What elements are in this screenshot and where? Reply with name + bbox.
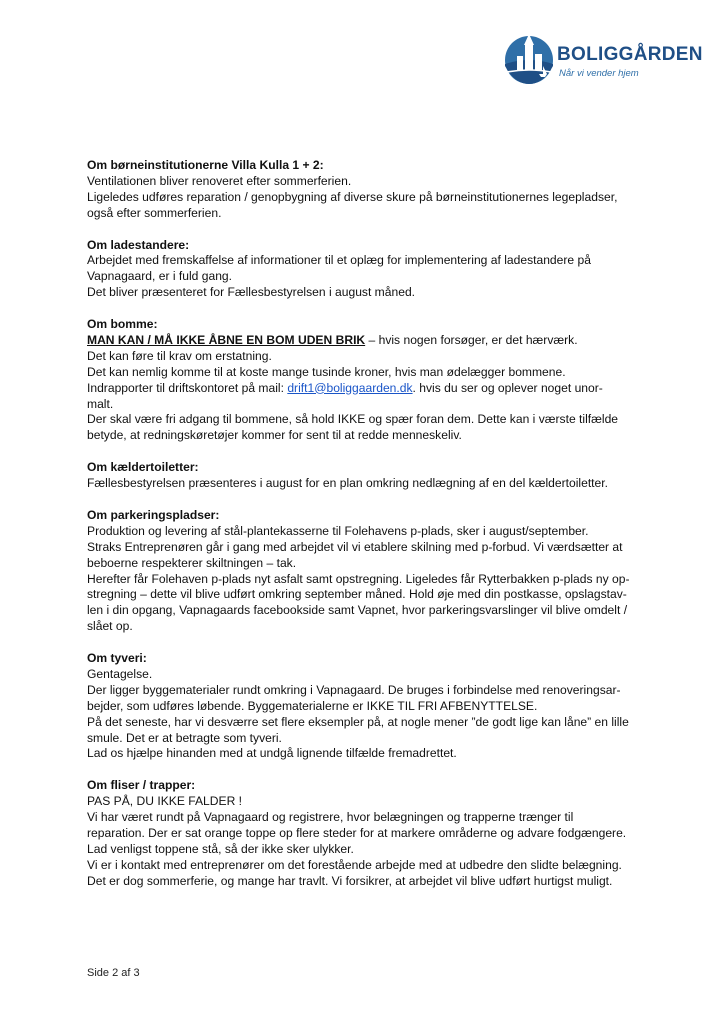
paragraph-line: På det seneste, har vi desværre set flere eksempler på, at nogle mener ”de godt lige kan låne” en lille: [87, 714, 629, 729]
logo-tagline: Når vi vender hjem: [559, 68, 639, 79]
paragraph-line: betyde, at redningskøretøjer kommer for sent til at redde menneskeliv.: [87, 428, 462, 443]
paragraph-line: beboerne respekterer skiltningen – tak.: [87, 555, 297, 570]
paragraph-line: Ventilationen bliver renoveret efter sommerferien.: [87, 173, 352, 188]
section-heading: Om bomme:: [87, 317, 158, 332]
paragraph-line: reparation. Der er sat orange toppe op flere steder for at markere områderne og advare fodgængere.: [87, 825, 627, 840]
paragraph-line: også efter sommerferien.: [87, 205, 222, 220]
paragraph-line: Det kan føre til krav om erstatning.: [87, 348, 272, 363]
page-number: Side 2 af 3: [87, 967, 140, 979]
report-prefix: Indrapporter til driftskontoret på mail:: [87, 380, 288, 395]
paragraph-line: Fællesbestyrelsen præsenteres i august for en plan omkring nedlægning af en del kældertoiletter.: [87, 476, 608, 491]
document-body: [87, 158, 647, 905]
section-ladestandere: [87, 238, 647, 302]
section-heading: Om tyveri:: [87, 651, 147, 666]
report-suffix: . hvis du ser og oplever noget unor-: [412, 380, 603, 395]
paragraph-line: Gentagelse.: [87, 666, 153, 681]
paragraph-line: slået op.: [87, 619, 133, 634]
paragraph-line: Straks Entreprenøren går i gang med arbejdet vil vi etablere skilning med p-forbud. Vi værdsætter at: [87, 539, 623, 554]
section-heading: Om fliser / trapper:: [87, 778, 196, 793]
logo-emblem-icon: [503, 30, 555, 90]
paragraph-line: PAS PÅ, DU IKKE FALDER !: [87, 794, 243, 809]
warning-text: MAN KAN / MÅ IKKE ÅBNE EN BOM UDEN BRIK: [87, 332, 366, 347]
report-line: [87, 381, 647, 397]
paragraph-line: Der skal være fri adgang til bommene, så hold IKKE og spær foran dem. Dette kan i værste tilfælde: [87, 412, 619, 427]
paragraph-line: Herefter får Folehaven p-plads nyt asfalt samt opstregning. Ligeledes får Rytterbakken p-plads ny op-: [87, 571, 630, 586]
paragraph-line: Det er dog sommerferie, og mange har travlt. Vi forsikrer, at arbejdet vil blive udført hurtigst muligt.: [87, 873, 613, 888]
section-tyveri: [87, 651, 647, 762]
section-heading: Om kældertoiletter:: [87, 460, 199, 475]
section-fliser-trapper: [87, 778, 647, 889]
section-heading: Om børneinstitutionerne Villa Kulla 1 + 2:: [87, 158, 324, 172]
warning-line: [87, 333, 647, 349]
paragraph-line: Vi er i kontakt med entreprenører om det forestående arbejde med at udbedre den slidte belægning.: [87, 857, 622, 872]
paragraph-line: len i din opgang, Vapnagaards facebookside samt Vapnet, hvor parkeringsvarslinger vil blive omdelt /: [87, 603, 628, 618]
section-heading: Om parkeringspladser:: [87, 507, 220, 522]
paragraph-line: Lad venligst toppene stå, så der ikke sker ulykker.: [87, 841, 354, 856]
boliggaarden-logo: [503, 30, 703, 90]
section-kaeldertoiletter: [87, 460, 647, 492]
paragraph-line: Arbejdet med fremskaffelse af informationer til et oplæg for implementering af ladestandere på: [87, 253, 591, 268]
paragraph-line: Der ligger byggematerialer rundt omkring i Vapnagaard. De bruges i forbindelse med renoveringsar-: [87, 682, 621, 697]
paragraph-line: Ligeledes udføres reparation / genopbygning af diverse skure på børneinstitutionernes legepladser,: [87, 189, 618, 204]
email-link[interactable]: drift1@boliggaarden.dk: [287, 380, 413, 395]
paragraph-line: Det kan nemlig komme til at koste mange tusinde kroner, hvis man ødelægger bommene.: [87, 364, 566, 379]
paragraph-line: Produktion og levering af stål-plantekasserne til Folehavens p-plads, sker i august/september.: [87, 523, 589, 538]
section-villa-kulla: [87, 158, 647, 222]
paragraph-line: Det bliver præsenteret for Fællesbestyrelsen i august måned.: [87, 285, 416, 300]
section-bomme: [87, 317, 647, 444]
paragraph-line: stregning – dette vil blive udført omkring september måned. Hold øje med din postkasse, opslagstav-: [87, 587, 627, 602]
paragraph-line: Lad os hjælpe hinanden med at undgå lignende tilfælde fremadrettet.: [87, 746, 457, 761]
paragraph-line: Vi har været rundt på Vapnagaard og registrere, hvor belægningen og trapperne trænger til: [87, 810, 574, 825]
section-parkeringspladser: [87, 508, 647, 635]
section-heading: Om ladestandere:: [87, 237, 190, 252]
warning-rest: – hvis nogen forsøger, er det hærværk.: [365, 332, 578, 347]
paragraph-line: bejder, som udføres løbende. Byggematerialerne er IKKE TIL FRI AFBENYTTELSE.: [87, 698, 538, 713]
paragraph-line: smule. Det er at betragte som tyveri.: [87, 730, 282, 745]
paragraph-line: Vapnagaard, er i fuld gang.: [87, 269, 233, 284]
paragraph-line: malt.: [87, 396, 114, 411]
logo-name: BOLIGGÅRDEN: [557, 44, 703, 65]
